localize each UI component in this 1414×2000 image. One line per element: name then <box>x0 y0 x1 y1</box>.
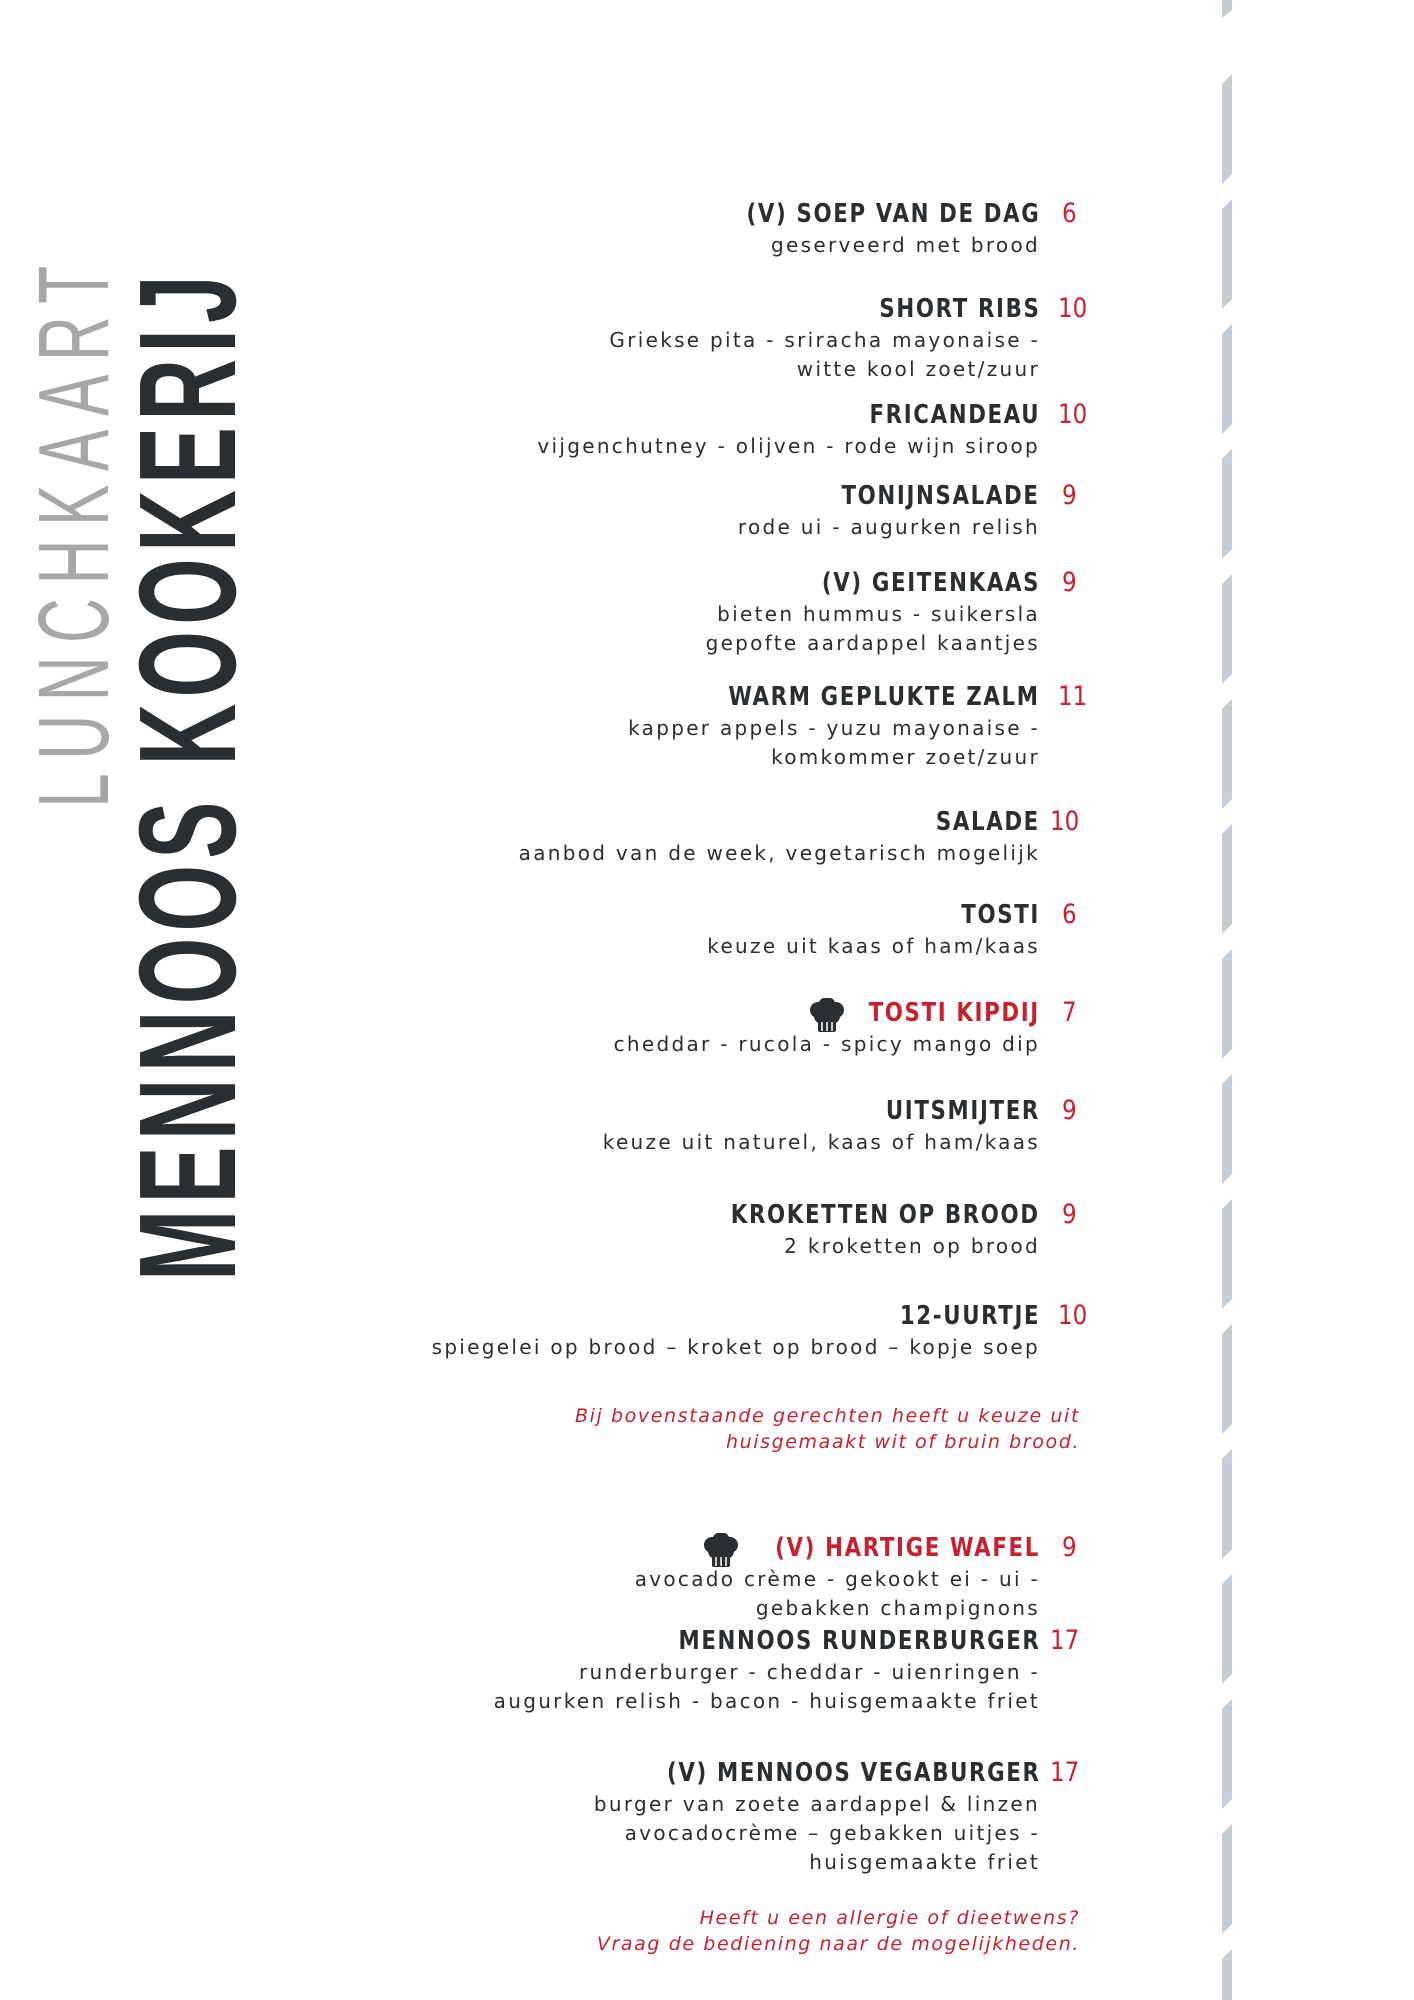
bread-note-line: huisgemaakt wit of bruin brood. <box>725 1431 1080 1453</box>
menu-item-price: 17 <box>1050 1757 1080 1788</box>
menu-item-price: 9 <box>1062 480 1077 511</box>
menu-item-description: avocado crème - gekookt ei - ui - <box>634 1567 1040 1591</box>
menu-item-description: keuze uit kaas of ham/kaas <box>707 934 1040 958</box>
menu-item-price: 17 <box>1050 1625 1080 1656</box>
menu-item-description: 2 kroketten op brood <box>784 1234 1040 1258</box>
restaurant-name: MENNOOS KOOKERIJ <box>111 269 265 1281</box>
menu-item-name: 12-UURTJE <box>899 1301 1040 1331</box>
menu-item-name: WARM GEPLUKTE ZALM <box>728 682 1040 712</box>
menu-item-name: MENNOOS RUNDERBURGER <box>677 1626 1040 1656</box>
menu-item <box>537 398 1040 461</box>
menu-item-name: UITSMIJTER <box>885 1096 1040 1126</box>
menu-item <box>706 566 1040 658</box>
menu-item-name: KROKETTEN OP BROOD <box>731 1200 1040 1230</box>
menu-item-price: 10 <box>1058 399 1088 430</box>
menu-item-price: 10 <box>1058 1300 1088 1331</box>
menu-item-description: komkommer zoet/zuur <box>771 745 1040 769</box>
menu-item-description: vijgenchutney - olijven - rode wijn siroop <box>537 434 1040 458</box>
allergy-note-line: Vraag de bediening naar de mogelijkheden. <box>596 1933 1080 1955</box>
menu-item-price: 7 <box>1062 997 1077 1028</box>
menu-item-description: cheddar - rucola - spicy mango dip <box>613 1032 1040 1056</box>
menu-item-name: (V) SOEP VAN DE DAG <box>746 199 1040 229</box>
menu-item <box>628 680 1040 772</box>
menu-item <box>585 1756 1041 1877</box>
menu-item-name: TOSTI KIPDIJ <box>868 998 1040 1028</box>
menu-item-description: bieten hummus - suikersla <box>717 602 1040 626</box>
menu-item-description: rode ui - augurken relish <box>737 515 1040 539</box>
menu-item <box>738 479 1040 542</box>
menu-item-description: gepofte aardappel kaantjes <box>705 631 1040 655</box>
page-subtitle: LUNCHKAART <box>18 252 130 808</box>
menu-item-description: augurken relish - bacon - huisgemaakte friet <box>493 1689 1040 1713</box>
menu-item <box>682 197 1040 260</box>
chef-hat-icon <box>702 1533 740 1569</box>
menu-item-price: 9 <box>1062 1199 1077 1230</box>
menu-item <box>494 1624 1040 1716</box>
menu-item <box>603 1094 1040 1157</box>
menu-item-description: gebakken champignons <box>755 1596 1040 1620</box>
menu-item <box>635 1531 1040 1623</box>
menu-item-name: (V) MENNOOS VEGABURGER <box>666 1758 1040 1788</box>
menu-item-description: kapper appels - yuzu mayonaise - <box>628 716 1040 740</box>
menu-item-price: 9 <box>1062 1095 1077 1126</box>
menu-item <box>707 898 1040 961</box>
menu-item-name: SHORT RIBS <box>878 294 1040 324</box>
menu-item-name: TONIJNSALADE <box>841 481 1040 511</box>
allergy-note <box>597 1905 1080 1957</box>
menu-item-name: (V) GEITENKAAS <box>821 568 1040 598</box>
menu-item-description: witte kool zoet/zuur <box>796 357 1040 381</box>
chef-hat-icon <box>808 998 846 1034</box>
menu-item <box>663 1198 1040 1261</box>
menu-item-description: Griekse pita - sriracha mayonaise - <box>609 328 1040 352</box>
menu-item-description: runderburger - cheddar - uienringen - <box>579 1660 1040 1684</box>
menu-item-description: burger van zoete aardappel & linzen <box>593 1792 1040 1816</box>
menu-item <box>609 292 1040 384</box>
menu-item-price: 6 <box>1062 899 1077 930</box>
menu-item <box>432 1299 1040 1362</box>
allergy-note-line: Heeft u een allergie of dieetwens? <box>699 1907 1080 1929</box>
menu-item <box>519 805 1040 868</box>
bread-note <box>575 1403 1080 1455</box>
menu-item-name: SALADE <box>935 807 1040 837</box>
menu-item-name: (V) HARTIGE WAFEL <box>775 1533 1040 1563</box>
menu-item-description: spiegelei op brood – kroket op brood – kopje soep <box>431 1335 1040 1359</box>
menu-item-price: 9 <box>1062 567 1077 598</box>
menu-item-price: 6 <box>1062 198 1077 229</box>
menu-item-name: FRICANDEAU <box>869 400 1040 430</box>
menu-item-name: TOSTI <box>961 900 1040 930</box>
menu-item-description: huisgemaakte friet <box>809 1850 1040 1874</box>
menu-item-description: keuze uit naturel, kaas of ham/kaas <box>602 1130 1040 1154</box>
menu-item-description: avocadocrème – gebakken uitjes - <box>624 1821 1040 1845</box>
bread-note-line: Bij bovenstaande gerechten heeft u keuze uit <box>574 1405 1080 1427</box>
menu-item-description: geserveerd met brood <box>771 233 1040 257</box>
menu-item-price: 10 <box>1050 806 1080 837</box>
menu-item-price: 11 <box>1058 681 1088 712</box>
menu-item-description: aanbod van de week, vegetarisch mogelijk <box>518 841 1040 865</box>
dashed-border <box>1220 0 1236 2000</box>
menu-item-price: 9 <box>1062 1532 1077 1563</box>
menu-item-price: 10 <box>1058 293 1088 324</box>
